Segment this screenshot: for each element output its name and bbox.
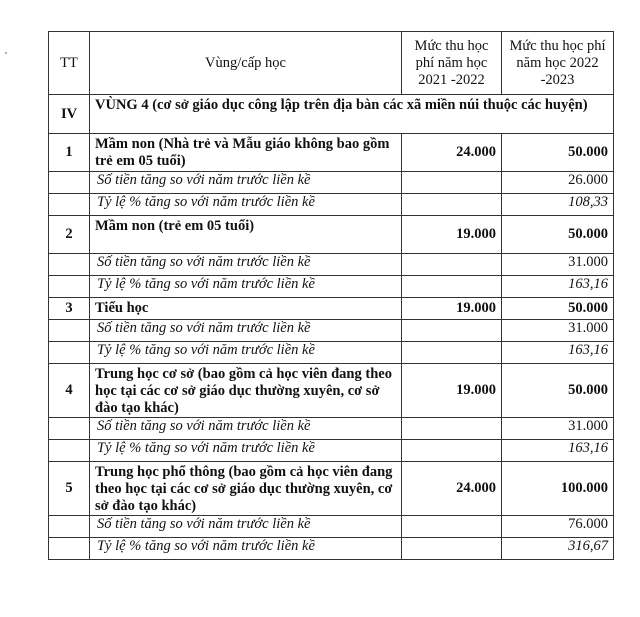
tuition-fee-table [48,31,614,560]
row-tt: 2 [49,216,90,254]
increase-value: 31.000 [502,418,614,440]
row-tt-empty [49,440,90,462]
increase-empty [402,172,502,194]
row-tt: 5 [49,462,90,516]
table-row [49,462,614,516]
percent-row [49,440,614,462]
row-tt-empty [49,516,90,538]
percent-label: Tỷ lệ % tăng so với năm trước liền kề [90,194,402,216]
row-fee-2021-2022: 19.000 [402,298,502,320]
region-roman: IV [49,95,90,134]
increase-row [49,172,614,194]
row-tt: 4 [49,364,90,418]
percent-row [49,276,614,298]
row-fee-2022-2023: 50.000 [502,298,614,320]
row-fee-2022-2023: 50.000 [502,364,614,418]
row-fee-2021-2022: 24.000 [402,462,502,516]
percent-empty [402,342,502,364]
increase-value: 26.000 [502,172,614,194]
percent-value: 108,33 [502,194,614,216]
table-row [49,364,614,418]
percent-row [49,342,614,364]
percent-empty [402,276,502,298]
increase-label: Số tiền tăng so với năm trước liền kề [90,418,402,440]
increase-value: 31.000 [502,320,614,342]
percent-empty [402,440,502,462]
percent-value: 316,67 [502,538,614,560]
percent-row [49,538,614,560]
row-tt: 1 [49,134,90,172]
header-fee-2021-2022: Mức thu học phí năm học 2021 -2022 [402,32,502,95]
increase-row [49,418,614,440]
row-fee-2022-2023: 50.000 [502,134,614,172]
header-tt: TT [49,32,90,95]
table-body [49,134,614,560]
row-fee-2021-2022: 19.000 [402,364,502,418]
percent-empty [402,538,502,560]
region-row [49,95,614,134]
table-row [49,216,614,254]
row-fee-2021-2022: 24.000 [402,134,502,172]
increase-empty [402,418,502,440]
header-fee-2022-2023: Mức thu học phí năm học 2022 -2023 [502,32,614,95]
row-tt-empty [49,254,90,276]
row-name: Tiểu học [90,298,402,320]
increase-value: 31.000 [502,254,614,276]
row-tt-empty [49,538,90,560]
table-header-row [49,32,614,95]
percent-label: Tỷ lệ % tăng so với năm trước liền kề [90,276,402,298]
increase-label: Số tiền tăng so với năm trước liền kề [90,320,402,342]
percent-label: Tỷ lệ % tăng so với năm trước liền kề [90,538,402,560]
header-region: Vùng/cấp học [90,32,402,95]
percent-label: Tỷ lệ % tăng so với năm trước liền kề [90,440,402,462]
row-fee-2022-2023: 50.000 [502,216,614,254]
increase-row [49,254,614,276]
increase-label: Số tiền tăng so với năm trước liền kề [90,516,402,538]
row-tt-empty [49,172,90,194]
percent-value: 163,16 [502,440,614,462]
scan-speck [5,52,7,54]
increase-label: Số tiền tăng so với năm trước liền kề [90,172,402,194]
increase-value: 76.000 [502,516,614,538]
percent-label: Tỷ lệ % tăng so với năm trước liền kề [90,342,402,364]
row-tt-empty [49,276,90,298]
row-name: Trung học phổ thông (bao gồm cả học viên đang theo học tại các cơ sở giáo dục thường xuyên, cơ sở đào tạo khác) [90,462,402,516]
row-tt-empty [49,194,90,216]
increase-label: Số tiền tăng so với năm trước liền kề [90,254,402,276]
percent-row [49,194,614,216]
increase-empty [402,516,502,538]
percent-empty [402,194,502,216]
increase-empty [402,320,502,342]
table-row [49,134,614,172]
row-name: Mầm non (Nhà trẻ và Mẫu giáo không bao gồm trẻ em 05 tuổi) [90,134,402,172]
row-name: Trung học cơ sở (bao gồm cả học viên đang theo học tại các cơ sở giáo dục thường xuyên, cơ sở đào tạo khác) [90,364,402,418]
row-fee-2022-2023: 100.000 [502,462,614,516]
increase-empty [402,254,502,276]
row-tt-empty [49,418,90,440]
percent-value: 163,16 [502,276,614,298]
row-tt-empty [49,342,90,364]
increase-row [49,516,614,538]
row-tt: 3 [49,298,90,320]
table-row [49,298,614,320]
row-fee-2021-2022: 19.000 [402,216,502,254]
region-title: VÙNG 4 (cơ sở giáo dục công lập trên địa bàn các xã miền núi thuộc các huyện) [90,95,614,134]
percent-value: 163,16 [502,342,614,364]
increase-row [49,320,614,342]
row-tt-empty [49,320,90,342]
row-name: Mầm non (trẻ em 05 tuổi) [90,216,402,254]
